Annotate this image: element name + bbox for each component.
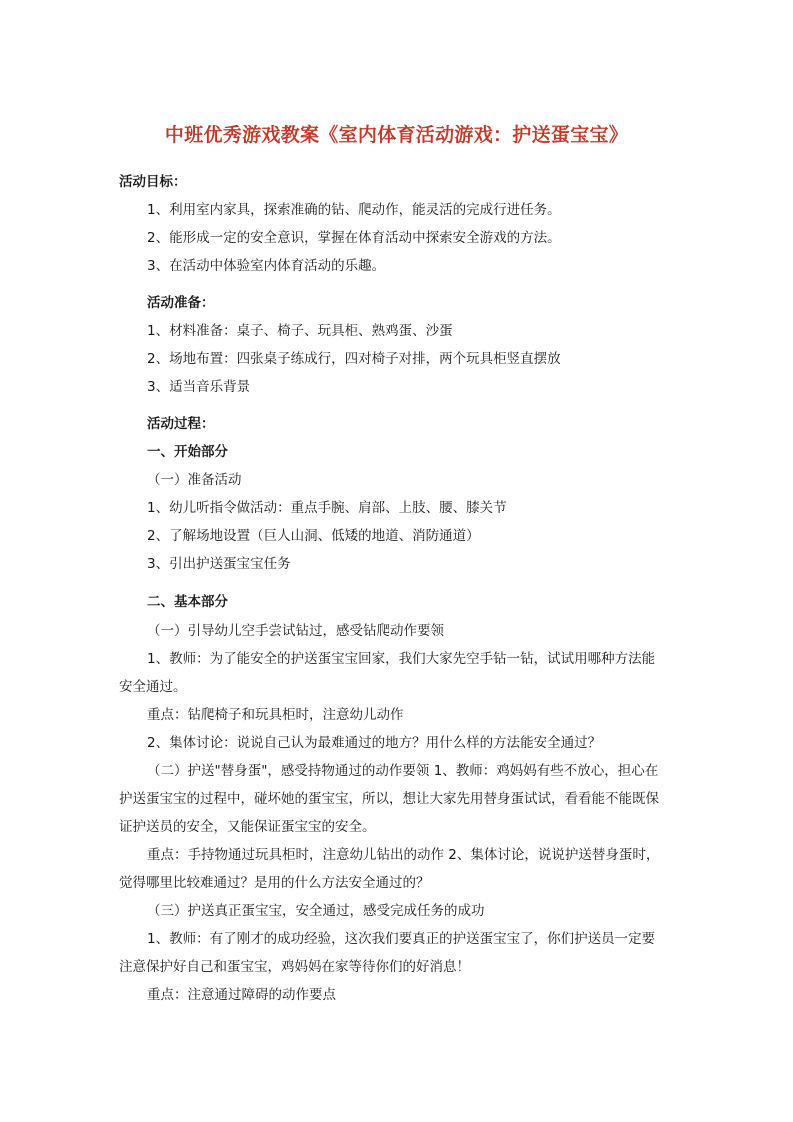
document-title: 中班优秀游戏教案《室内体育活动游戏：护送蛋宝宝》 [164,124,629,146]
paragraph-line: 2、了解场地设置（巨人山洞、低矮的地道、消防通道） [147,528,480,544]
paragraph-line: 1、教师：为了能安全的护送蛋宝宝回家，我们大家先空手钻一钻，试试用哪种方法能 [147,651,656,667]
section-heading-preparation: 活动准备： [147,295,215,311]
paragraph-line: 重点：手持物通过玩具柜时，注意幼儿钻出的动作 2、集体讨论，说说护送替身蛋时， [147,847,660,863]
paragraph-line: 重点：钻爬椅子和玩具柜时，注意幼儿动作 [147,707,404,723]
paragraph-line: 2、集体讨论：说说自己认为最难通过的地方？用什么样的方法能安全通过？ [147,735,602,751]
paragraph-line: （三）护送真正蛋宝宝，安全通过，感受完成任务的成功 [147,903,485,919]
subsection-heading-basic: 二、基本部分 [147,594,228,610]
paragraph-line: （一）准备活动 [147,472,242,488]
paragraph-line: （二）护送"替身蛋"，感受持物通过的动作要领 1、教师：鸡妈妈有些不放心，担心在 [147,763,659,779]
paragraph-line: 2、能形成一定的安全意识，掌握在体育活动中探索安全游戏的方法。 [147,230,561,246]
paragraph-line: 安全通过。 [119,679,187,695]
section-heading-goals: 活动目标： [119,174,187,190]
paragraph-line: 2、场地布置：四张桌子练成行，四对椅子对排，两个玩具柜竖直摆放 [147,351,561,367]
paragraph-line: 3、引出护送蛋宝宝任务 [147,556,291,572]
paragraph-line: 3、在活动中体验室内体育活动的乐趣。 [147,258,386,274]
paragraph-line: 证护送员的安全，又能保证蛋宝宝的安全。 [119,819,376,835]
paragraph-line: 1、利用室内家具，探索准确的钻、爬动作，能灵活的完成行进任务。 [147,202,561,218]
paragraph-line: （一）引导幼儿空手尝试钻过，感受钻爬动作要领 [147,623,444,639]
paragraph-line: 护送蛋宝宝的过程中，碰坏她的蛋宝宝，所以，想让大家先用替身蛋试试，看看能不能既保 [119,791,659,807]
paragraph-line: 3、适当音乐背景 [147,379,251,395]
subsection-heading-start: 一、开始部分 [147,444,228,460]
section-heading-process: 活动过程： [147,416,215,432]
paragraph-line: 1、幼儿听指令做活动：重点手腕、肩部、上肢、腰、膝关节 [147,500,507,516]
paragraph-line: 重点：注意通过障碍的动作要点 [147,987,336,1003]
paragraph-line: 1、材料准备：桌子、椅子、玩具柜、熟鸡蛋、沙蛋 [147,323,453,339]
paragraph-line: 注意保护好自己和蛋宝宝，鸡妈妈在家等待你们的好消息！ [119,959,470,975]
paragraph-line: 觉得哪里比较难通过？是用的什么方法安全通过的？ [119,875,430,891]
paragraph-line: 1、教师：有了刚才的成功经验，这次我们要真正的护送蛋宝宝了，你们护送员一定要 [147,931,656,947]
